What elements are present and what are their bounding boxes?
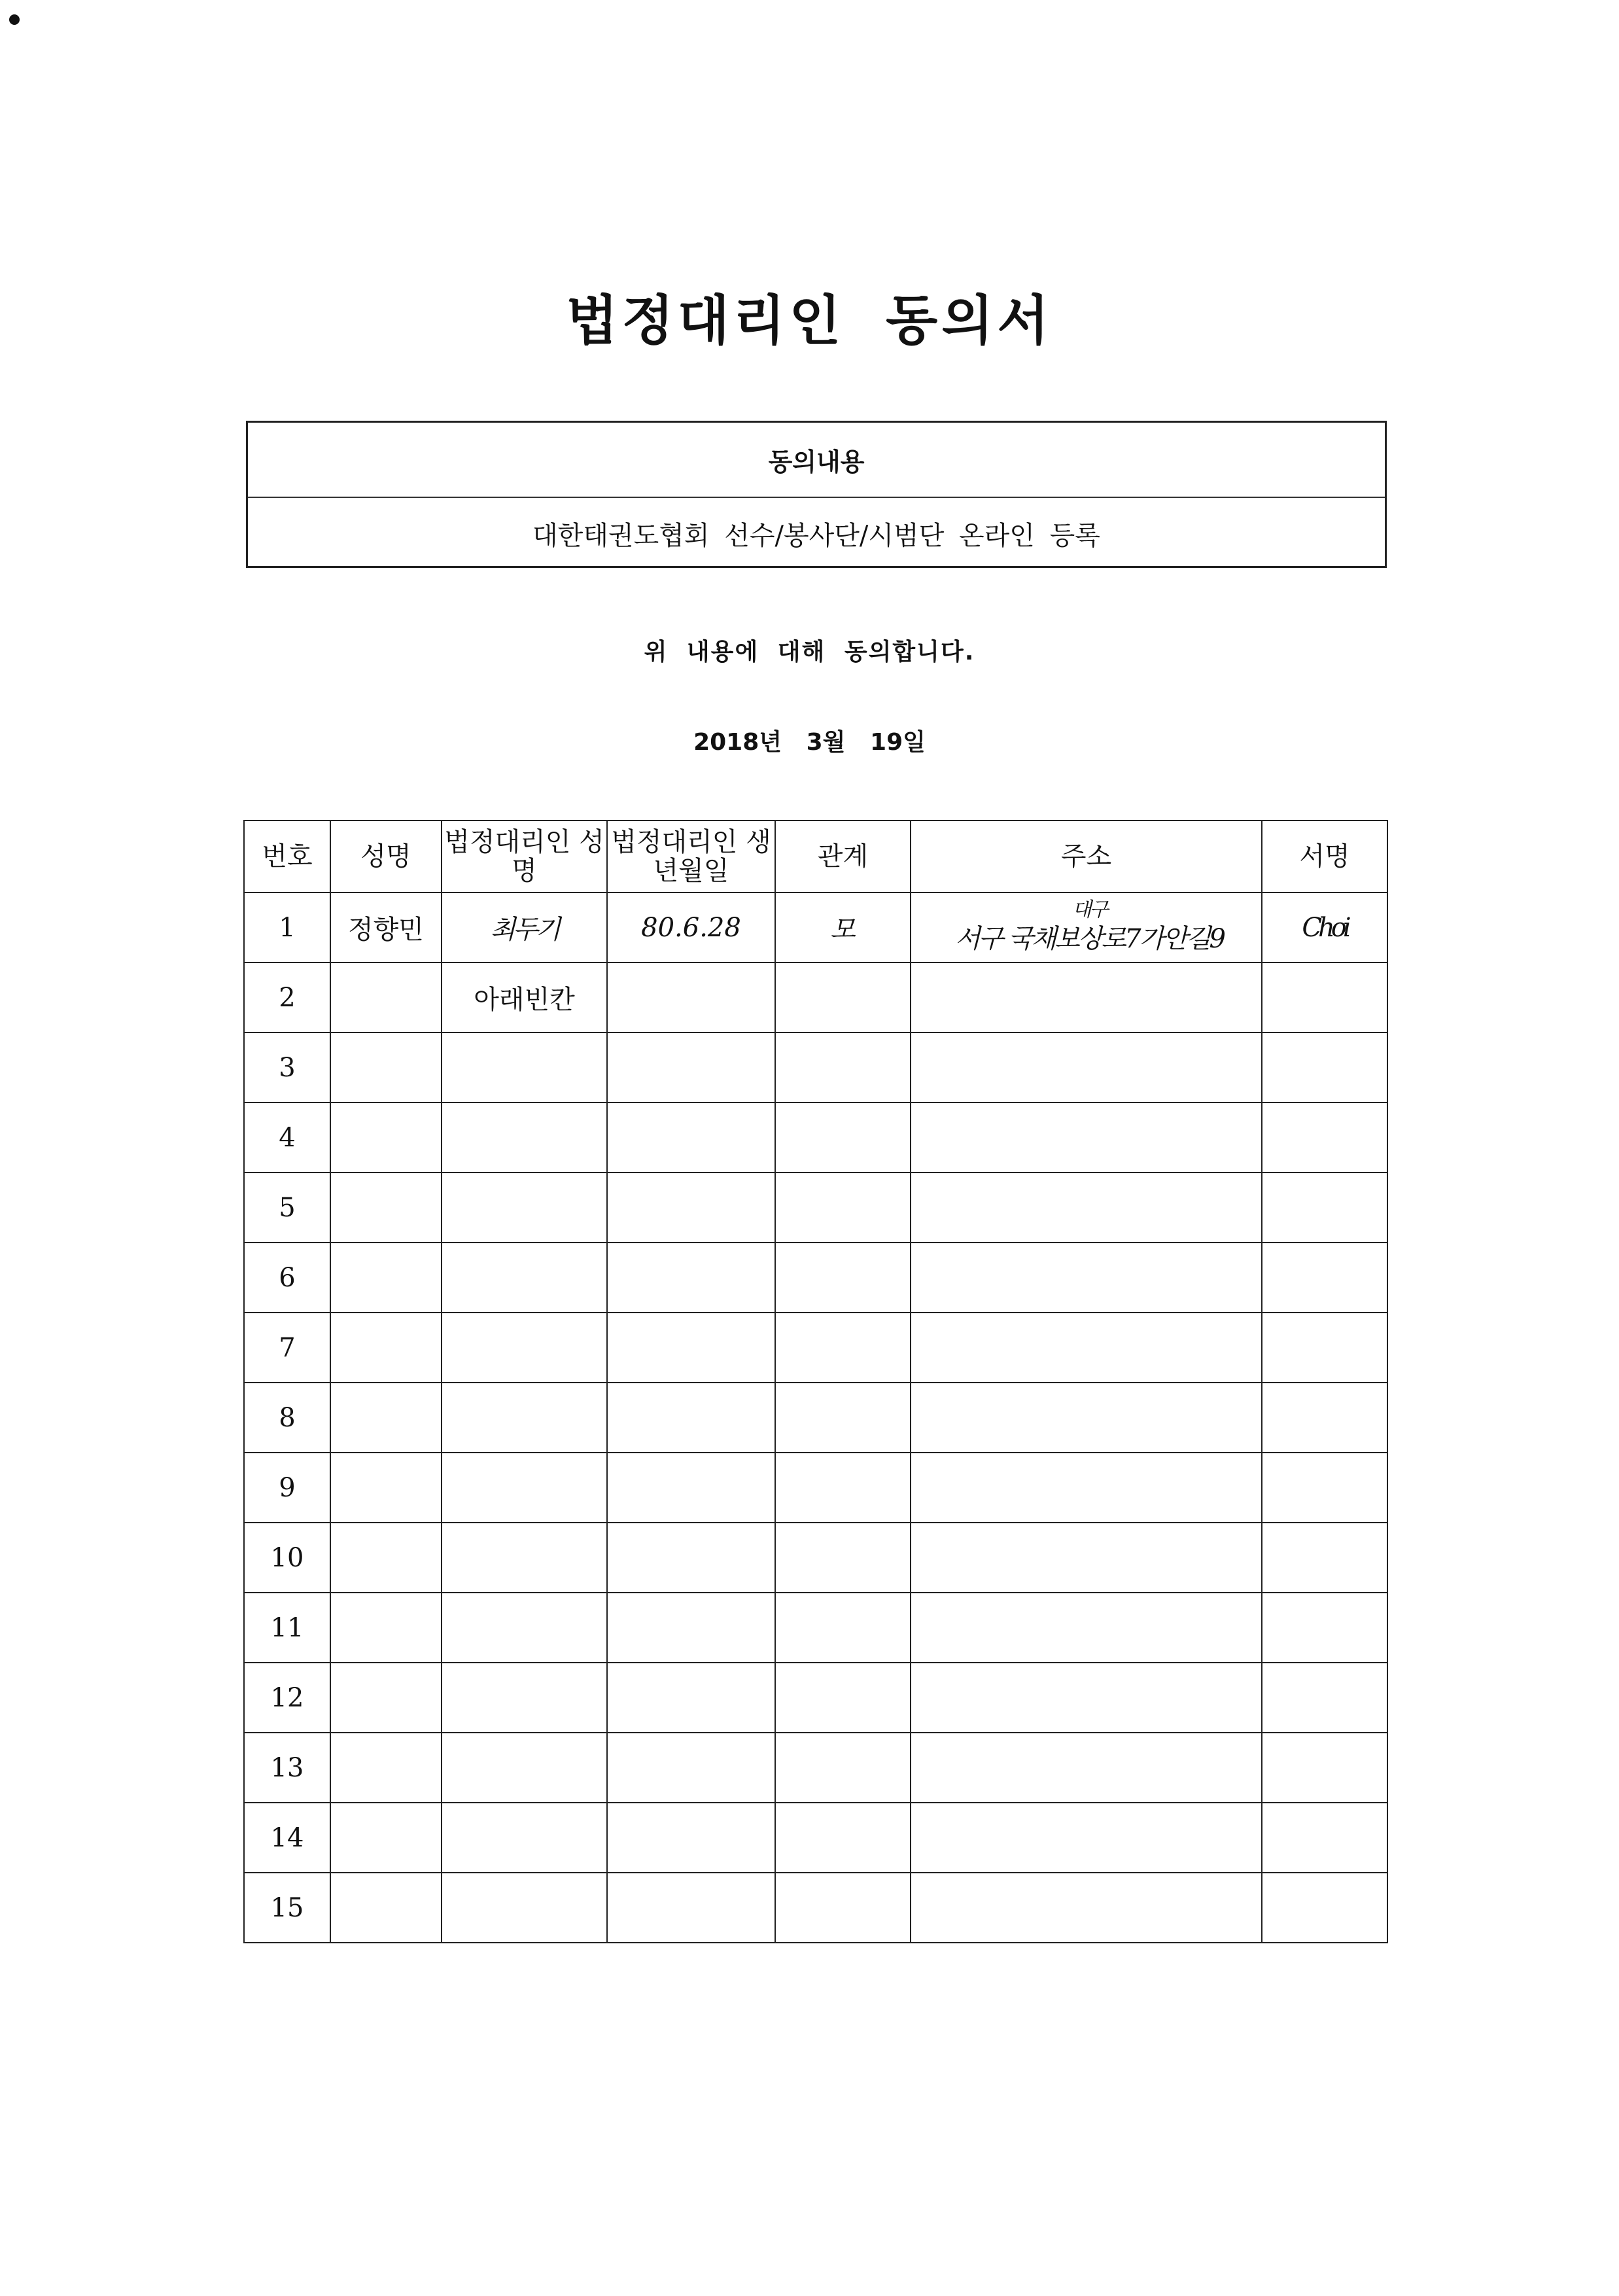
cell-relation: [775, 1803, 911, 1873]
cell-address: [911, 1803, 1262, 1873]
cell-signature: [1262, 1873, 1387, 1943]
cell-address: [911, 892, 1262, 963]
cell-name: 정향민: [330, 892, 442, 963]
cell-guardian-name: [442, 1033, 607, 1103]
cell-address: [911, 1733, 1262, 1803]
cell-relation: [775, 1453, 911, 1523]
cell-signature: [1262, 1593, 1387, 1663]
cell-guardian-name: [442, 1453, 607, 1523]
cell-address: [911, 1383, 1262, 1453]
consent-box: [246, 421, 1387, 568]
cell-relation: [775, 1663, 911, 1733]
cell-guardian-name: [442, 1243, 607, 1313]
cell-number: 11: [244, 1593, 330, 1663]
cell-guardian-birth: [607, 1803, 775, 1873]
cell-number: 6: [244, 1243, 330, 1313]
table-row: [244, 1523, 1387, 1593]
cell-guardian-birth: [607, 1103, 775, 1173]
cell-signature: [1262, 1453, 1387, 1523]
cell-name: [330, 1243, 442, 1313]
header-guardian-name: 법정대리인 성명: [442, 821, 607, 892]
cell-number: 3: [244, 1033, 330, 1103]
table-row: [244, 963, 1387, 1033]
cell-name: [330, 963, 442, 1033]
cell-name: [330, 1873, 442, 1943]
cell-guardian-name: [442, 1383, 607, 1453]
cell-signature: [1262, 1173, 1387, 1243]
cell-address: [911, 1103, 1262, 1173]
address-line-1: 대구: [1072, 898, 1107, 921]
cell-guardian-name: 아래빈칸: [442, 963, 607, 1033]
cell-relation: [775, 1733, 911, 1803]
table-row: [244, 1243, 1387, 1313]
cell-signature: [1262, 1523, 1387, 1593]
table-row: [244, 1873, 1387, 1943]
cell-signature: [1262, 1033, 1387, 1103]
table-row: [244, 1173, 1387, 1243]
cell-number: 4: [244, 1103, 330, 1173]
cell-address: [911, 963, 1262, 1033]
table-row: [244, 1663, 1387, 1733]
header-guardian-birth: 법정대리인 생년월일: [607, 821, 775, 892]
consent-content: 대한태권도협회 선수/봉사단/시범단 온라인 등록: [532, 520, 1100, 551]
cell-relation: [775, 1593, 911, 1663]
cell-name: [330, 1523, 442, 1593]
cell-name: [330, 1313, 442, 1383]
header-name: 성명: [330, 821, 442, 892]
cell-relation: [775, 1523, 911, 1593]
cell-relation: 모: [775, 892, 911, 963]
cell-number: 2: [244, 963, 330, 1033]
cell-guardian-birth: [607, 1173, 775, 1243]
cell-guardian-name: 최두기: [442, 892, 607, 963]
cell-name: [330, 1593, 442, 1663]
cell-address: [911, 1663, 1262, 1733]
cell-guardian-birth: [607, 1663, 775, 1733]
cell-signature: [1262, 1243, 1387, 1313]
cell-guardian-birth: [607, 1033, 775, 1103]
cell-relation: [775, 963, 911, 1033]
cell-signature: [1262, 1663, 1387, 1733]
cell-name: [330, 1733, 442, 1803]
cell-address: [911, 1593, 1262, 1663]
cell-name: [330, 1663, 442, 1733]
header-signature: 서명: [1262, 821, 1387, 892]
cell-relation: [775, 1033, 911, 1103]
signing-date: 2018년 3월 19일: [693, 729, 926, 756]
cell-guardian-birth: [607, 1453, 775, 1523]
cell-guardian-name: [442, 1803, 607, 1873]
cell-number: 12: [244, 1663, 330, 1733]
cell-number: 13: [244, 1733, 330, 1803]
cell-signature: [1262, 963, 1387, 1033]
cell-relation: [775, 1243, 911, 1313]
table-row: [244, 1453, 1387, 1523]
agree-statement: 위 내용에 대해 동의합니다.: [644, 639, 975, 665]
cell-name: [330, 1803, 442, 1873]
cell-address: [911, 1033, 1262, 1103]
cell-relation: [775, 1873, 911, 1943]
cell-guardian-birth: 80.6.28: [607, 892, 775, 963]
cell-number: 10: [244, 1523, 330, 1593]
cell-name: [330, 1453, 442, 1523]
cell-number: 8: [244, 1383, 330, 1453]
cell-address: [911, 1873, 1262, 1943]
cell-signature: [1262, 1733, 1387, 1803]
cell-guardian-birth: [607, 1593, 775, 1663]
guardian-table: [243, 820, 1388, 1943]
cell-relation: [775, 1383, 911, 1453]
cell-number: 9: [244, 1453, 330, 1523]
cell-address: [911, 1313, 1262, 1383]
cell-relation: [775, 1103, 911, 1173]
cell-number: 14: [244, 1803, 330, 1873]
cell-guardian-name: [442, 1873, 607, 1943]
cell-address: [911, 1523, 1262, 1593]
address-line-2: 서구 국채보상로7가안길9: [954, 923, 1224, 954]
cell-guardian-name: [442, 1173, 607, 1243]
cell-guardian-name: [442, 1663, 607, 1733]
cell-relation: [775, 1313, 911, 1383]
cell-signature: [1262, 1313, 1387, 1383]
scan-mark-dot: [9, 14, 20, 25]
table-row: [244, 1803, 1387, 1873]
table-row: [244, 1313, 1387, 1383]
table-row: [244, 1733, 1387, 1803]
header-address: 주소: [911, 821, 1262, 892]
table-row: [244, 1593, 1387, 1663]
cell-address: [911, 1453, 1262, 1523]
table-header-row: [244, 821, 1387, 892]
cell-number: 15: [244, 1873, 330, 1943]
cell-address: [911, 1243, 1262, 1313]
cell-guardian-birth: [607, 1383, 775, 1453]
cell-number: 5: [244, 1173, 330, 1243]
document-title: 법정대리인 동의서: [566, 290, 1053, 352]
cell-name: [330, 1173, 442, 1243]
cell-guardian-birth: [607, 1523, 775, 1593]
header-number: 번호: [244, 821, 330, 892]
table-row: [244, 1103, 1387, 1173]
cell-guardian-name: [442, 1593, 607, 1663]
cell-guardian-birth: [607, 1243, 775, 1313]
cell-guardian-birth: [607, 1733, 775, 1803]
table-row: [244, 892, 1387, 963]
cell-guardian-birth: [607, 963, 775, 1033]
table-row: [244, 1383, 1387, 1453]
cell-guardian-name: [442, 1103, 607, 1173]
cell-number: 1: [244, 892, 330, 963]
cell-guardian-name: [442, 1313, 607, 1383]
cell-relation: [775, 1173, 911, 1243]
cell-name: [330, 1383, 442, 1453]
cell-guardian-birth: [607, 1313, 775, 1383]
cell-name: [330, 1103, 442, 1173]
cell-name: [330, 1033, 442, 1103]
cell-number: 7: [244, 1313, 330, 1383]
cell-signature: [1262, 1803, 1387, 1873]
consent-header: 동의내용: [248, 423, 1385, 498]
cell-address: [911, 1173, 1262, 1243]
cell-signature: [1262, 1383, 1387, 1453]
header-relation: 관계: [775, 821, 911, 892]
cell-guardian-name: [442, 1733, 607, 1803]
cell-signature: [1262, 1103, 1387, 1173]
table-row: [244, 1033, 1387, 1103]
cell-signature: Choi: [1262, 892, 1387, 963]
cell-guardian-birth: [607, 1873, 775, 1943]
cell-guardian-name: [442, 1523, 607, 1593]
